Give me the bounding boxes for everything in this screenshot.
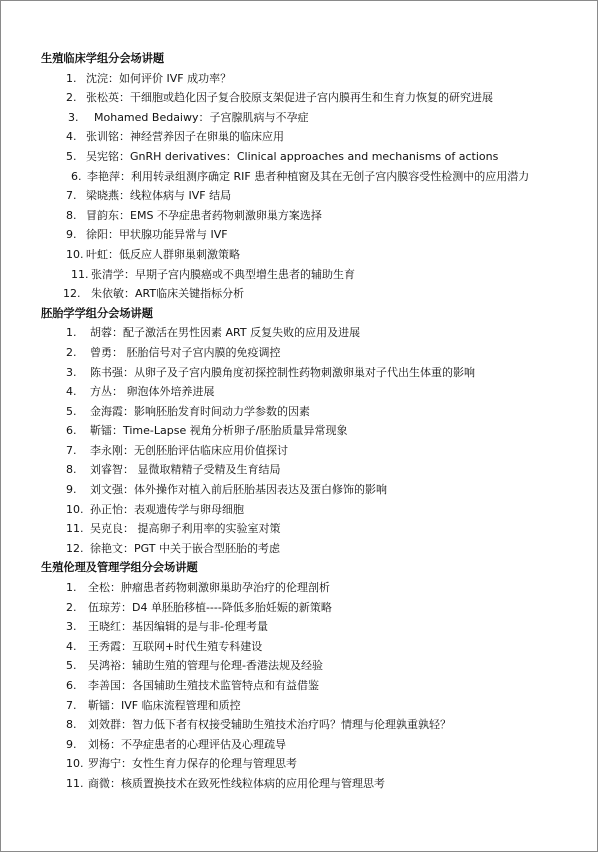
list-item: [41, 421, 581, 441]
section-title: 生殖临床学组分会场讲题: [41, 52, 165, 65]
list-item: [41, 343, 581, 363]
item-text: 刘睿智： 显微取精精子受精及生育结局: [90, 463, 281, 477]
item-number: 9.: [66, 737, 77, 751]
item-text: 叶虹：低反应人群卵巢刺激策略: [86, 247, 240, 261]
item-number: 9.: [66, 228, 77, 242]
list-item: [41, 245, 581, 265]
item-text: 商微：核质置换技术在致死性线粒体病的应用伦理与管理思考: [88, 776, 385, 790]
list-item: [41, 500, 581, 520]
item-text: 王晓红：基因编辑的是与非-伦理考量: [88, 620, 268, 634]
item-number: 10.: [66, 757, 84, 771]
item-number: 6.: [71, 169, 82, 183]
item-number: 11.: [66, 522, 84, 536]
item-text: 靳镭：Time-Lapse 视角分析卵子/胚胎质量异常现象: [90, 424, 348, 438]
item-number: 4.: [66, 385, 77, 399]
item-text: Mohamed Bedaiwy：子宫腺肌病与不孕症: [94, 110, 309, 124]
item-text: 罗海宁：女性生育力保存的伦理与管理思考: [88, 757, 297, 771]
list-item: [41, 617, 581, 637]
item-text: 吴宪铭：GnRH derivatives：Clinical approaches and mechanisms of actions: [86, 149, 499, 163]
item-text: 刘杨：不孕症患者的心理评估及心理疏导: [88, 737, 286, 751]
item-number: 3.: [66, 620, 77, 634]
lecture-list: [41, 49, 581, 794]
list-item: [41, 206, 581, 226]
item-text: 朱依敏：ART临床关键指标分析: [91, 287, 245, 301]
list-item: [41, 676, 581, 696]
item-number: 5.: [66, 149, 77, 163]
item-number: 5.: [66, 404, 77, 418]
list-item: [41, 382, 581, 402]
item-text: 李艳萍：利用转录组测序确定 RIF 患者种植窗及其在无创子宫内膜容受性检测中的应用潜力: [87, 169, 530, 183]
item-number: 2.: [66, 345, 77, 359]
list-item: [41, 127, 581, 147]
list-item: [41, 656, 581, 676]
item-number: 5.: [66, 659, 77, 673]
item-number: 4.: [66, 130, 77, 144]
item-text: 方丛： 卵泡体外培养进展: [90, 385, 215, 399]
list-item: [41, 265, 581, 285]
list-item: [41, 460, 581, 480]
list-item: [41, 519, 581, 539]
item-number: 4.: [66, 639, 77, 653]
item-text: 胡蓉：配子激活在男性因素 ART 反复失败的应用及进展: [90, 326, 361, 340]
item-number: 2.: [66, 91, 77, 105]
item-text: 全松：肿瘤患者药物刺激卵巢助孕治疗的伦理剖析: [88, 581, 330, 595]
list-item: [41, 88, 581, 108]
item-text: 李永刚：无创胚胎评估临床应用价值探讨: [90, 443, 288, 457]
item-text: 靳镭：IVF 临床流程管理和质控: [88, 698, 241, 712]
item-text: 冒韵东：EMS 不孕症患者药物刺激卵巢方案选择: [86, 208, 322, 222]
item-text: 沈浣：如何评价 IVF 成功率？: [86, 71, 232, 85]
list-item: [41, 186, 581, 206]
list-item: [41, 225, 581, 245]
item-text: 徐艳文：PGT 中关于嵌合型胚胎的考虑: [90, 541, 280, 555]
list-item: [41, 715, 581, 735]
item-number: 9.: [66, 483, 77, 497]
list-item: [41, 480, 581, 500]
list-item: [41, 696, 581, 716]
item-number: 11.: [71, 267, 89, 281]
item-text: 刘文强：体外操作对植入前后胚胎基因表达及蛋白修饰的影响: [90, 483, 387, 497]
item-number: 3.: [66, 365, 77, 379]
item-number: 10.: [66, 247, 84, 261]
item-number: 12.: [66, 541, 84, 555]
list-item: [41, 578, 581, 598]
item-number: 1.: [66, 581, 77, 595]
item-text: 王秀霞：互联网+时代生殖专科建设: [88, 639, 263, 653]
list-item: [41, 167, 581, 187]
section-title: 生殖伦理及管理学组分会场讲题: [41, 561, 198, 575]
list-item: [41, 441, 581, 461]
item-number: 8.: [66, 718, 77, 732]
item-text: 吴鸿裕：辅助生殖的管理与伦理-香港法规及经验: [88, 659, 323, 673]
list-item: [41, 147, 581, 167]
item-number: 10.: [66, 502, 84, 516]
list-item: [41, 539, 581, 559]
list-item: [41, 363, 581, 383]
item-number: 1.: [66, 71, 77, 85]
item-number: 7.: [66, 698, 77, 712]
list-item: [41, 637, 581, 657]
item-number: 1.: [66, 326, 77, 340]
list-item: [41, 598, 581, 618]
item-text: 梁晓燕：线粒体病与 IVF 结局: [86, 189, 232, 203]
item-text: 徐阳：甲状腺功能异常与 IVF: [86, 228, 228, 242]
list-item: [41, 108, 581, 128]
item-number: 12.: [63, 287, 81, 301]
item-text: 伍琼芳：D4 单胚胎移植----降低多胎妊娠的新策略: [88, 600, 332, 614]
item-number: 8.: [66, 463, 77, 477]
list-item: [41, 754, 581, 774]
item-number: 6.: [66, 679, 77, 692]
item-text: 吴克良： 提高卵子利用率的实验室对策: [90, 522, 281, 536]
item-text: 张松英：干细胞或趋化因子复合胶原支架促进子宫内膜再生和生育力恢复的研究进展: [86, 91, 493, 105]
item-number: 7.: [66, 189, 77, 203]
item-text: 张训铭：神经营养因子在卵巢的临床应用: [86, 130, 284, 144]
item-number: 6.: [66, 424, 77, 438]
item-text: 陈书强：从卵子及子宫内膜角度初探控制性药物刺激卵巢对子代出生体重的影响: [90, 365, 475, 379]
list-item: [41, 774, 581, 794]
item-text: 刘效群：智力低下者有权接受辅助生殖技术治疗吗？情理与伦理孰重孰轻？: [88, 718, 451, 732]
item-number: 2.: [66, 600, 77, 614]
item-number: 7.: [66, 443, 77, 457]
item-number: 11.: [66, 776, 84, 790]
item-text: 张清学：早期子宫内膜癌或不典型增生患者的辅助生育: [91, 267, 355, 281]
item-number: 3.: [68, 110, 79, 124]
list-item: [41, 69, 581, 89]
section-title: 胚胎学学组分会场讲题: [41, 306, 153, 320]
list-item: [41, 284, 581, 304]
item-text: 曾勇： 胚胎信号对子宫内膜的免疫调控: [90, 345, 281, 359]
list-item: [41, 735, 581, 755]
item-text: 孙正怡：表观遗传学与卵母细胞: [90, 502, 244, 516]
list-item: [41, 402, 581, 422]
item-number: 8.: [66, 208, 77, 222]
item-text: 李善国：各国辅助生殖技术监管特点和有益借鉴: [88, 679, 319, 692]
list-item: [41, 323, 581, 343]
item-text: 金海霞：影响胚胎发育时间动力学参数的因素: [90, 404, 310, 418]
